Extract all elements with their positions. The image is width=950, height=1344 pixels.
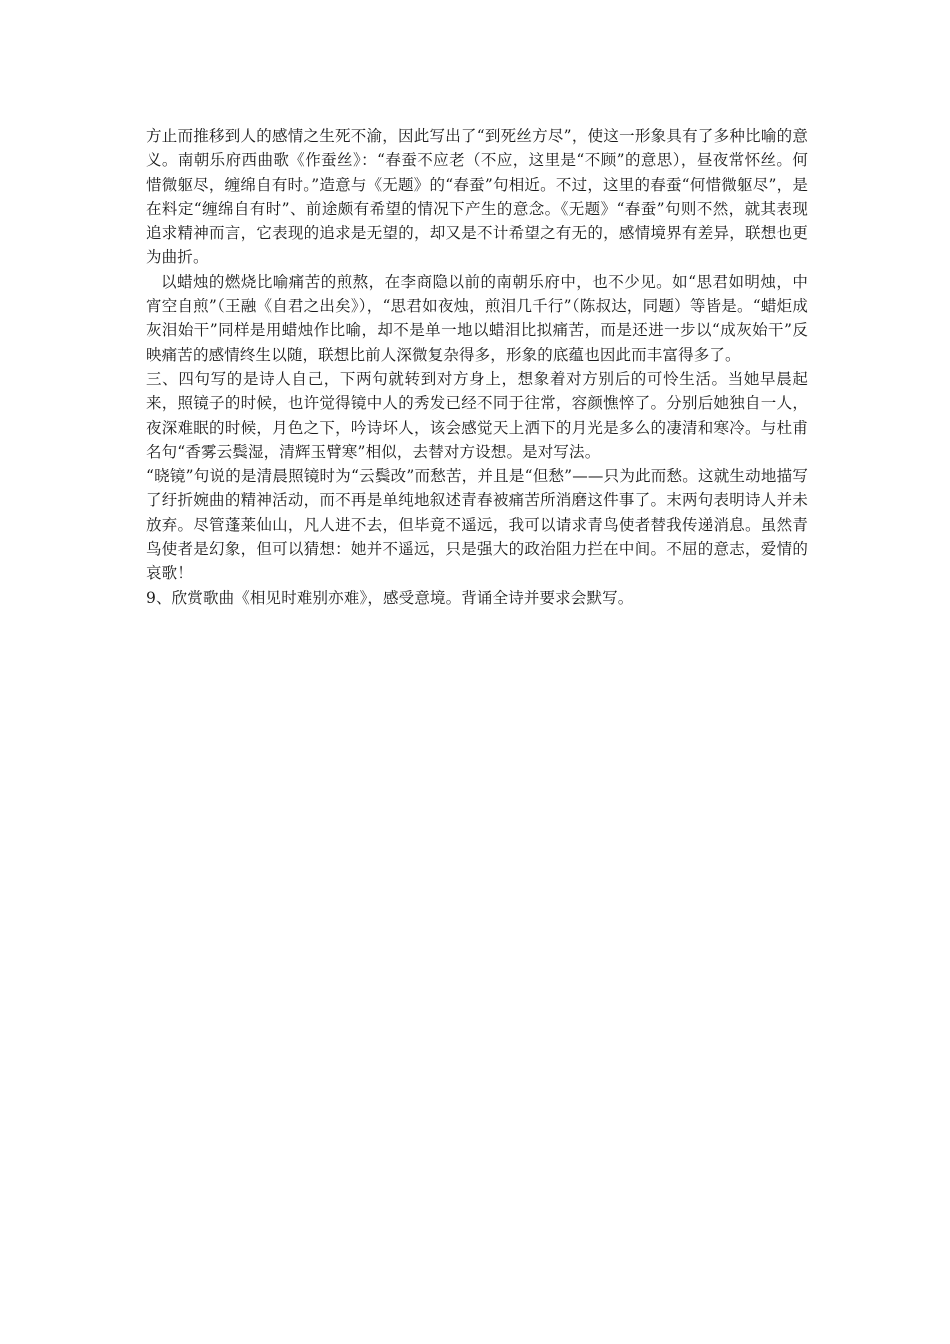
- paragraph-morning-mirror: “晓镜”句说的是清晨照镜时为“云鬓改”而愁苦，并且是“但愁”——只为此而愁。这就生动地描写了纡折婉曲的精神活动，而不再是单纯地叙述青春被痛苦所消磨这件事了。末两句表明诗人并未放弃。尽管蓬莱仙山，凡人进不去，但毕竟不遥远，我可以请求青鸟使者替我传递消息。虽然青鸟使者是幻象，但可以猜想：她并不遥远，只是强大的政治阻力拦在中间。不屈的意志，爱情的哀歌！: [146, 467, 808, 583]
- document-body: [146, 124, 808, 610]
- paragraph-lines-three-four: 三、四句写的是诗人自己，下两句就转到对方身上，想象着对方别后的可怜生活。当她早晨起来，照镜子的时候，也许觉得镜中人的秀发已经不同于往常，容颜憔悴了。分别后她独自一人，夜深难眠的时候，月色之下，吟诗坏人，该会感觉天上洒下的月光是多么的凄清和寒冷。与杜甫名句“香雾云鬓湿，清辉玉臂寒”相似，去替对方设想。是对写法。: [146, 369, 808, 461]
- paragraph-candle-analysis: 以蜡烛的燃烧比喻痛苦的煎熬，在李商隐以前的南朝乐府中，也不少见。如“思君如明烛，中宵空自煎”（王融《自君之出矣》），“思君如夜烛，煎泪几千行”（陈叔达，同题）等皆是。“蜡炬成灰泪始干”同样是用蜡烛作比喻，却不是单一地以蜡泪比拟痛苦，而是还进一步以“成灰始干”反映痛苦的感情终生以随，联想比前人深微复杂得多，形象的底蕴也因此而丰富得多了。: [146, 272, 808, 364]
- paragraph-task-nine: 9、欣赏歌曲《相见时难别亦难》，感受意境。背诵全诗并要求会默写。: [146, 588, 634, 607]
- paragraph-silkworm-analysis: 方止而推移到人的感情之生死不渝，因此写出了“到死丝方尽”，使这一形象具有了多种比喻的意义。南朝乐府西曲歌《作蚕丝》：“春蚕不应老（不应，这里是“不顾”的意思），昼夜常怀丝。何惜微躯尽，缠绵自有时。”造意与《无题》的“春蚕”句相近。不过，这里的春蚕“何惜微躯尽”，是在料定“缠绵自有时”、前途颇有希望的情况下产生的意念。《无题》“春蚕”句则不然，就其表现追求精神而言，它表现的追求是无望的，却又是不计希望之有无的，感情境界有差异，联想也更为曲折。: [146, 127, 808, 267]
